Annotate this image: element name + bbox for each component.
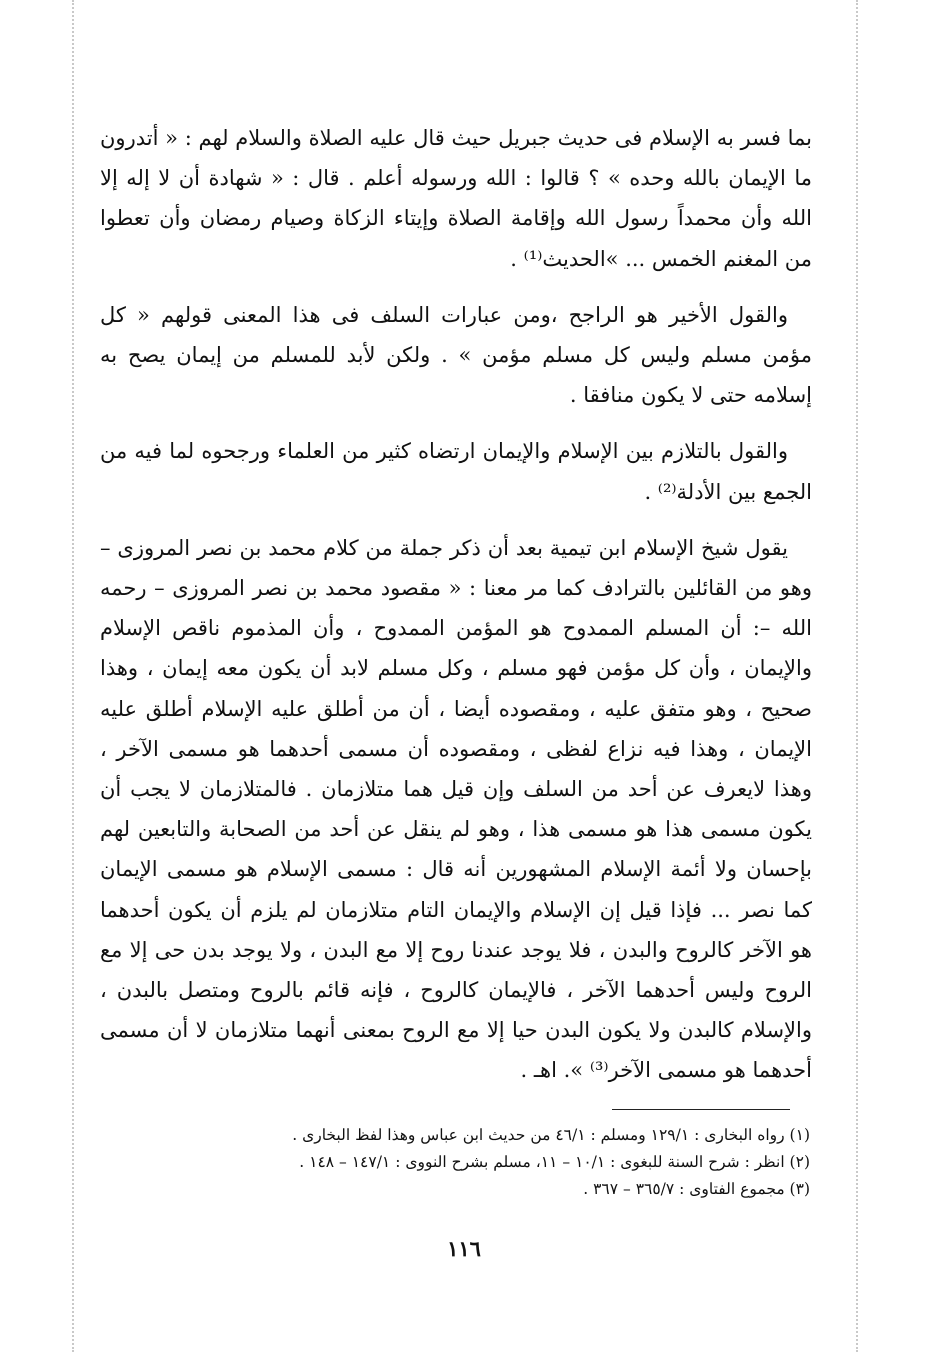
footnote-3: (٣) مجموع الفتاوى : ٣٦٥/٧ – ٣٦٧ . [583,1180,810,1198]
margin-dotted-line-right [856,0,858,1352]
footnote-1: (١) رواه البخارى : ١٢٩/١ ومسلم : ٤٦/١ من حديث ابن عباس وهذا لفظ البخارى . [292,1126,810,1144]
paragraph-2: والقول الأخير هو الراجح ،ومن عبارات السلف فى هذا المعنى قولهم « كل مؤمن مسلم وليس كل مسلم مؤمن » . ولكن لأبد للمسلم من إيمان يصح به إسلامه حتى لا يكون منافقا . [100,302,812,408]
footnote-separator [612,1109,790,1110]
paragraph-1: بما فسر به الإسلام فى حديث جبريل حيث قال عليه الصلاة والسلام لهم : « أتدرون ما الإيمان بالله وحده » ؟ قالوا : الله ورسوله أعلم . قال : « شهادة أن لا إله إلا الله وأن محمداً رسول الله وإقامة الصلاة وإيتاء الزكاة وصيام رمضان وأن تعطوا من المغنم الخمس ... »الحديث⁽¹⁾ . [100,126,812,271]
paragraph-3: والقول بالتلازم بين الإسلام والإيمان ارتضاه كثير من العلماء ورجحوه لما فيه من الجمع بين الأدلة⁽²⁾ . [100,439,812,504]
margin-dotted-line-left [72,0,74,1352]
page-number: ١١٦ [447,1236,481,1261]
footnote-2: (٢) انظر : شرح السنة للبغوى : ١٠/١ – ١١، مسلم بشرح النووى : ١٤٧/١ – ١٤٨ . [299,1153,810,1171]
paragraph-4: يقول شيخ الإسلام ابن تيمية بعد أن ذكر جملة من كلام محمد بن نصر المروزى – وهو من القائلين بالترادف كما مر معنا : « مقصود محمد بن نصر المروزى – رحمه الله –: أن المسلم الممدوح هو المؤمن الممدوح ، وأن المذموم ناقص الإسلام والإيمان ، وأن كل مؤمن فهو مسلم ، وكل مسلم لابد أن يكون معه إيمان ، وهذا صحيح ، وهو متفق عليه ، ومقصوده أيضا ، أن من أطلق عليه الإسلام أطلق عليه الإيمان ، وهذا فيه نزاع لفظى ، ومقصوده أن مسمى أحدهما هو مسمى الآخر ، وهذا لايعرف عن أحد من السلف وإن قيل هما متلازمان . فالمتلازمان لا يجب أن يكون مسمى هذا هو مسمى هذا ، وهو لم ينقل عن أحد من الصحابة والتابعين لهم بإحسان ولا أئمة الإسلام المشهورين أنه قال : مسمى الإسلام هو مسمى الإيمان كما نصر ... فإذا قيل إن الإسلام والإيمان التام متلازمان لم يلزم أن يكون أحدهما هو الآخر كالروح والبدن ، فلا يوجد عندنا روح إلا مع البدن ، ولا يوجد بدن حى إلا مع الروح وليس أحدهما الآخر ، فالإيمان كالروح ، فإنه قائم بالروح ومتصل بالبدن ، والإسلام كالبدن ولا يكون البدن حيا إلا مع الروح بمعنى أنهما متلازمان لا أن مسمى أحدهما هو مسمى الآخر⁽³⁾ ». اهـ . [100,535,812,1083]
body-text [100,118,812,1091]
footnotes [150,1122,810,1203]
